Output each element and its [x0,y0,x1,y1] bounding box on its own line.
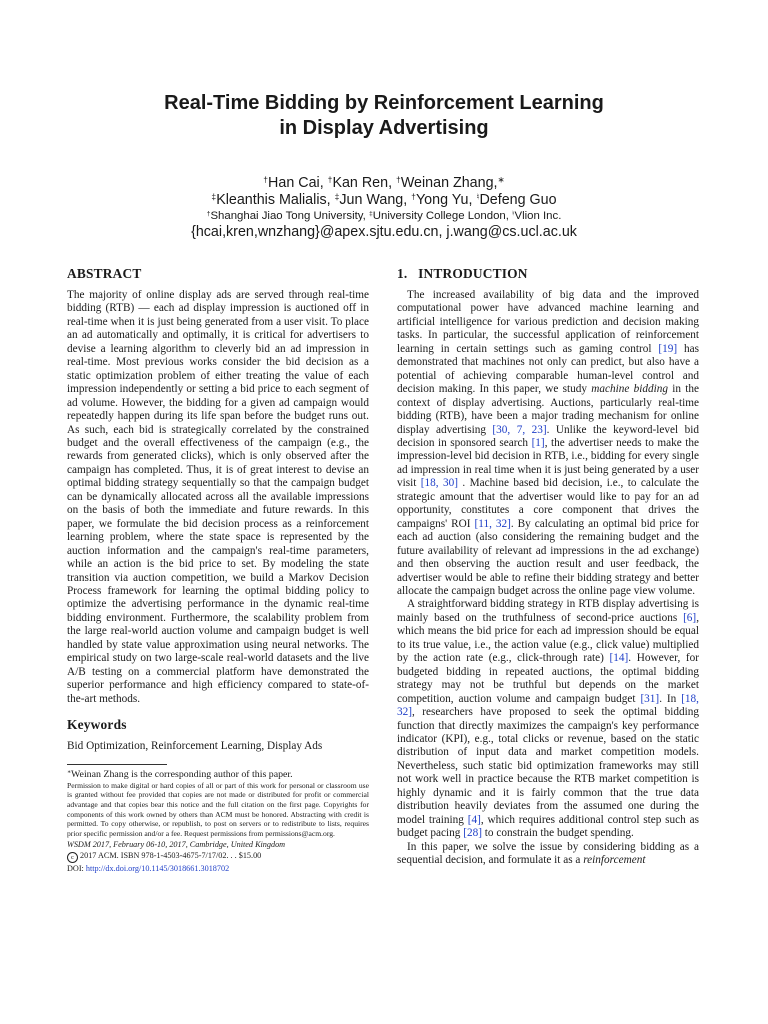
citation-link[interactable]: [30, 7, 23] [492,423,547,436]
title-line-1: Real-Time Bidding by Reinforcement Learning [164,92,604,114]
citation-link[interactable]: [14] [609,652,629,665]
body-text: . Unlike the keyword-level bid decision in sponsored search [397,423,699,449]
body-text: . In [659,692,682,705]
abstract-heading: ABSTRACT [67,266,142,281]
citation-link[interactable]: [31] [640,692,660,705]
affiliation-mark: † [263,174,269,185]
author-line-1 [0,175,768,192]
conference-info: WSDM 2017, February 06-10, 2017, Cambridge, United Kingdom [67,839,286,849]
doi-link[interactable]: http://dx.doi.org/10.1145/3018661.3018702 [85,864,230,874]
abstract-text: The majority of online display ads are served through real-time bidding (RTB) — each ad display impression is auctioned off in real-time when it is just being generated from a user visit. To place an ad automatically and optimally, it is critical for advertisers to devise a learning algorithm to cleverly bid an ad impression in real-time. Most previous works consider the bid decision as a static optimization problem of either treating the value of each impression independently or setting a bid price to each segment of ad volume. However, the bidding for a given ad campaign would repeatedly happen during its life span before the budget runs out. As such, each bid is strategically correlated by the constrained budget and the overall effectiveness of the campaign (e.g., the rewards from generated clicks), which is only observed after the campaign has completed. Thus, it is of great interest to devise an optimal bidding strategy sequentially so that the campaign budget can be dynamically allocated across all the available impressions on the basis of both the immediate and future rewards. In this paper, we formulate the bid decision process as a reinforcement learning problem, where the state space is represented by the auction information and the campaign's real-time parameters, while an action is the bid price to set. By modeling the state transition via auction competition, we build a Markov Decision Process framework for learning the optimal bidding policy to optimize the advertising performance in the dynamic real-time bidding environment. Furthermore, the scalability problem from the large real-world auction volume and campaign budget is well handled by state value approximation using neural networks. The empirical study on two large-scale real-world datasets and the live A/B testing on a commercial platform have demonstrated the superior performance and high efficiency compared to state-of-the-art methods. [67,289,369,705]
paper-title [0,91,768,141]
copyright-icon: c [67,852,78,863]
affiliation-mark: † [206,210,211,218]
citation-link[interactable]: [18, 30] [420,477,458,490]
title-line-2: in Display Advertising [279,117,489,139]
author-name: Kan Ren, [332,175,397,191]
author-name: University College London, [372,210,513,222]
body-text: , which requires additional control step such as budget pacing [397,813,699,840]
body-text: , which means the bid price for each ad impression should be equal to its true value, i.e., the action value (e.g., click value) multiplied by the action rate (e.g., click-through rate) [397,611,699,665]
citation-link[interactable]: [6] [683,611,697,624]
body-text: , the advertiser needs to make the impression-level bid decision in RTB, i.e., bidding for every single ad impression in real time when it is just being generated by a user visit [397,436,700,490]
citation-link[interactable]: [28] [463,827,482,840]
affiliation-mark: ‡ [334,191,340,202]
citation-link[interactable]: [11, 32] [474,517,511,530]
intro-paragraph-1 [397,289,699,598]
author-name: Han Cai, [268,175,328,191]
emphasis-text: machine bidding [591,383,669,396]
affiliation-mark: ♮ [476,191,480,202]
intro-paragraph-2 [397,598,699,840]
body-text: The increased availability of big data and the improved computational power have advanced machine learning and artificial intelligence for various prediction and decision making tasks. In particular, the successful application of reinforcement learning in certain settings such as gaming control [397,289,699,355]
body-text: In this paper, we solve the issue by considering bidding as a sequential decision, and formulate it as a [397,840,699,867]
affiliation-mark: † [327,174,333,185]
affiliation-mark: ∗ [497,174,505,185]
author-name: Yong Yu, [415,192,477,208]
citation-link[interactable]: [4] [467,813,481,826]
author-emails: {hcai,kren,wnzhang}@apex.sjtu.edu.cn, j.wang@cs.ucl.ac.uk [191,224,577,240]
body-text: to constrain the budget spending. [481,827,634,840]
affiliation-mark: † [396,174,401,185]
author-name: Weinan Zhang, [400,175,498,191]
affiliation-mark: ‡ [368,210,373,218]
body-text: . Machine based bid decision, i.e., to calculate the strategic amount that the advertiser would like to pay for an ad opportunity, constitutes a core component that drives the campaigns' ROI [397,477,699,530]
citation-link[interactable]: [18, 32] [397,692,699,719]
body-text: . However, for budgeted bidding in repeated auctions, the optimal bidding strategy may not be truthful but depends on the market competition, auction volume and campaign budget [397,652,699,705]
citation-link[interactable]: [19] [658,342,678,355]
citation-link[interactable]: [1] [531,436,545,449]
footnote-divider [67,764,167,765]
affiliations [0,209,768,224]
intro-paragraph-3 [397,841,699,868]
body-text: A straightforward bidding strategy in RTB display advertising is mainly based on the truthfulness of second-price auctions [397,598,699,624]
author-name: Kleanthis Malialis, [216,192,335,208]
keywords-text: Bid Optimization, Reinforcement Learning, Display Ads [67,740,323,753]
body-text: has demonstrated that machines not only can predict, but also have a potential of achieving comparable human-level control and decision making. In this paper, we study [397,342,699,396]
right-column [397,265,699,867]
affiliation-mark: ‡ [211,191,217,202]
author-block [0,175,768,241]
affiliation-mark: † [411,191,416,202]
affiliation-mark: ♮ [512,210,515,218]
body-text: , researchers have proposed to seek the optimal bidding function that directly maximizes the campaign's key performance indicator (KPI), e.g., total clicks or revenue, based on the static distribution of input data and market competition models. Nevertheless, such static bid optimization frameworks may still not work well in practice because the RTB market competition is highly dynamic and it is fairly common that the true data distribution heavily deviates from the assumed one during the model training [397,706,699,826]
permission-notice: Permission to make digital or hard copies of all or part of this work for personal or classroom use is granted without fee provided that copies are not made or distributed for profit or commercial advantage and that copies bear this notice and the full citation on the first page. Copyrights for components of this work owned by others than ACM must be honored. Abstracting with credit is permitted. To copy otherwise, or republish, to post on servers or to redistribute to lists, requires prior specific permission and/or a fee. Request permissions from permissions@acm.org. [67,780,369,839]
author-name: Vlion Inc. [514,210,562,222]
author-line-2 [0,192,768,209]
body-text: . By calculating an optimal bid price for each ad auction (also considering the remaining budget and the future availability of relevant ad impressions in the ad exchange) and then observing the auction result and user feedback, the advertiser would be able to refine their bidding strategy and better allocate the campaign budget across the online page view volume. [397,517,699,597]
introduction-heading: 1. INTRODUCTION [397,266,528,281]
author-name: Shanghai Jiao Tong University, [210,210,369,222]
copyright-line: c 2017 ACM. ISBN 978-1-4503-4675-7/17/02. . . $15.00 [67,850,369,863]
doi-line: DOI: http://dx.doi.org/10.1145/3018661.3018702 [67,864,230,874]
author-name: Jun Wang, [339,192,412,208]
author-name: Defeng Guo [479,192,557,208]
corresponding-author-footnote: ∗Weinan Zhang is the corresponding author of this paper. [67,768,293,780]
body-text: in the context of display advertising. Auctions, particularly real-time bidding (RTB), have been a major trading mechanism for online display advertising [397,383,700,436]
emphasis-text: reinforcement [583,854,646,867]
keywords-heading: Keywords [67,717,127,733]
left-column [67,265,369,875]
